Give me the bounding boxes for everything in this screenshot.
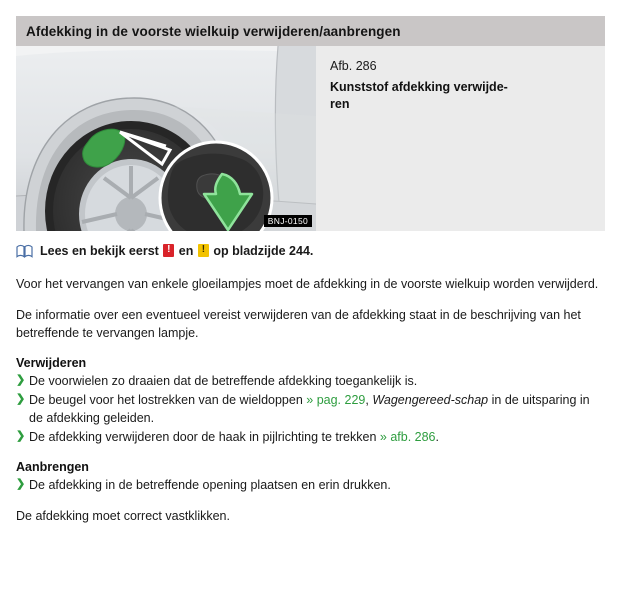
step-text-after: , xyxy=(365,393,373,407)
step-text-after: . xyxy=(435,429,439,444)
steps-verwijderen xyxy=(16,373,605,446)
figure-caption xyxy=(316,46,605,231)
figure-block xyxy=(16,46,605,231)
figure-image xyxy=(16,46,316,231)
step-text: De afdekking in de betreffende opening plaatsen en erin drukken. xyxy=(29,478,391,493)
step-italic: Wagengereed-schap xyxy=(372,393,489,407)
steps-aanbrengen xyxy=(16,477,605,495)
intro-paragraph-2: De informatie over een eventueel vereist verwijderen van de afdekking staat in de beschrijving van het betreffende te vervangen lampje. xyxy=(16,307,581,340)
cross-reference-link[interactable]: » afb. 286 xyxy=(379,429,436,444)
list-item xyxy=(16,373,605,391)
closing-paragraph: De afdekking moet correct vastklikken. xyxy=(16,509,230,523)
note-between: en xyxy=(178,244,194,258)
heading-aanbrengen: Aanbrengen xyxy=(16,460,89,475)
read-first-text xyxy=(40,243,313,260)
read-first-note xyxy=(16,243,605,263)
caution-symbol-icon xyxy=(198,244,209,257)
section-title-bar xyxy=(16,16,605,46)
note-prefix: Lees en bekijk eerst xyxy=(40,244,159,258)
list-item xyxy=(16,477,605,495)
figure-number: Afb. 286 xyxy=(330,59,377,73)
image-reference-code: BNJ-0150 xyxy=(264,215,312,227)
note-suffix: op bladzijde 244. xyxy=(213,244,314,258)
list-item xyxy=(16,429,605,447)
heading-verwijderen: Verwijderen xyxy=(16,356,87,371)
bullet-arrow-icon: ❯ xyxy=(16,429,26,442)
book-icon xyxy=(16,244,33,263)
bullet-arrow-icon: ❯ xyxy=(16,393,26,405)
step-text: De afdekking verwijderen door de haak in pijlrichting te trekken xyxy=(29,429,380,444)
cross-reference-link[interactable]: » pag. 229 xyxy=(306,393,366,407)
intro-paragraph-1: Voor het vervangen van enkele gloeilampjes moet de afdekking in de voorste wielkuip worden verwijderd. xyxy=(16,277,599,291)
step-text: De voorwielen zo draaien dat de betreffende afdekking toegankelijk is. xyxy=(29,374,418,389)
list-item xyxy=(16,392,605,428)
page-title: Afdekking in de voorste wielkuip verwijderen/aanbrengen xyxy=(26,23,401,39)
bullet-arrow-icon: ❯ xyxy=(16,478,26,491)
figure-title-line2: ren xyxy=(330,96,350,111)
bullet-arrow-icon: ❯ xyxy=(16,374,26,387)
warning-symbol-icon xyxy=(163,244,174,257)
figure-title xyxy=(330,79,593,113)
step-text-end: in de uitsparing in de afdekking geleiden. xyxy=(29,393,590,425)
wheel-arch-illustration xyxy=(16,46,316,231)
figure-title-line1: Kunststof afdekking verwijde- xyxy=(330,79,508,94)
step-text: De beugel voor het lostrekken van de wieldoppen xyxy=(29,393,307,407)
